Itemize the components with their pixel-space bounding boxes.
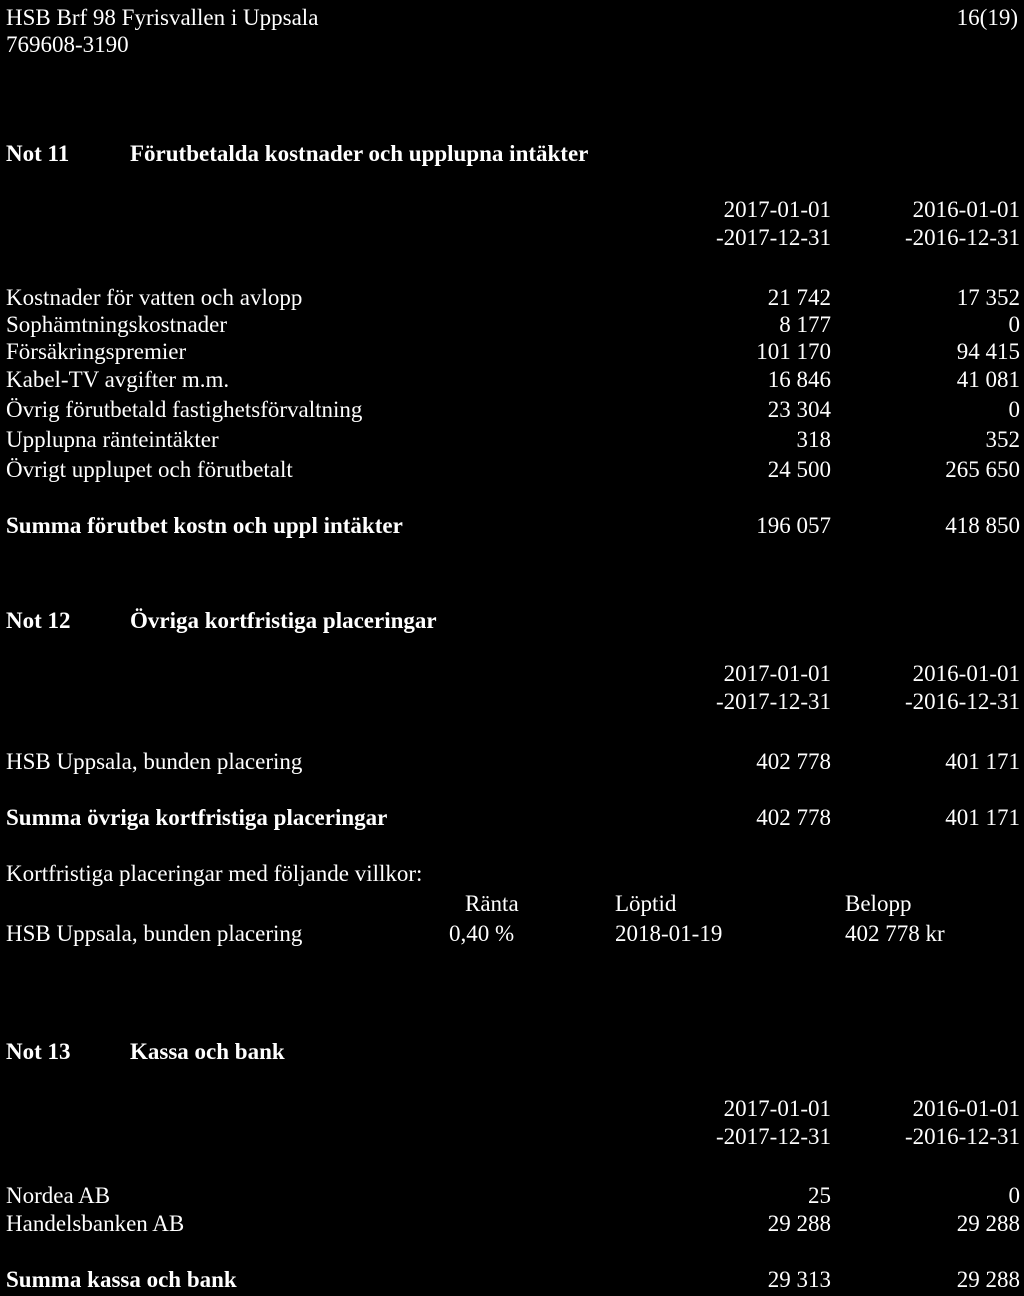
- note-13-period-2016-end: -2016-12-31: [905, 1124, 1020, 1149]
- row-label: Kostnader för vatten och avlopp: [6, 285, 303, 310]
- value-2017: 402 778: [756, 749, 831, 774]
- note-11-title: Förutbetalda kostnader och upplupna intäkter: [130, 141, 589, 166]
- note-13-title: Kassa och bank: [130, 1039, 285, 1064]
- note-13-number: Not 13: [6, 1039, 71, 1064]
- value-2017: 8 177: [779, 312, 831, 337]
- value-2016: 352: [985, 427, 1020, 452]
- row-label: Handelsbanken AB: [6, 1211, 185, 1236]
- total-label: Summa kassa och bank: [6, 1267, 237, 1292]
- row-label: Övrig förutbetald fastighetsförvaltning: [6, 397, 363, 422]
- organization-name: HSB Brf 98 Fyrisvallen i Uppsala: [6, 5, 319, 30]
- note-12-title: Övriga kortfristiga placeringar: [130, 608, 437, 633]
- row-label: Nordea AB: [6, 1183, 111, 1208]
- note-12-number: Not 12: [6, 608, 71, 633]
- total-2016: 401 171: [945, 805, 1020, 830]
- table-row: [0, 368, 1024, 396]
- terms-row-amount: 402 778 kr: [845, 921, 945, 946]
- table-row: [0, 1184, 1024, 1212]
- value-2017: 23 304: [767, 397, 831, 422]
- table-row: [0, 313, 1024, 341]
- row-label: HSB Uppsala, bunden placering: [6, 749, 303, 774]
- value-2016: 401 171: [945, 749, 1020, 774]
- total-2017: 402 778: [756, 805, 831, 830]
- total-2016: 29 288: [956, 1267, 1020, 1292]
- note-12-period-2016-end: -2016-12-31: [905, 689, 1020, 714]
- table-row: [0, 398, 1024, 426]
- terms-column-term: Löptid: [615, 891, 677, 916]
- row-label: Sophämtningskostnader: [6, 312, 228, 337]
- table-row: [0, 340, 1024, 368]
- terms-row-label: HSB Uppsala, bunden placering: [6, 921, 303, 946]
- value-2017: 101 170: [756, 339, 831, 364]
- total-row: [0, 514, 1024, 542]
- note-13-period-2017-start: 2017-01-01: [723, 1096, 831, 1121]
- value-2017: 24 500: [767, 457, 831, 482]
- table-row: [0, 428, 1024, 456]
- value-2017: 318: [796, 427, 831, 452]
- terms-heading: Kortfristiga placeringar med följande villkor:: [6, 861, 423, 886]
- note-13-period-2016-start: 2016-01-01: [912, 1096, 1020, 1121]
- terms-row-term: 2018-01-19: [615, 921, 723, 946]
- note-11-period-2016-start: 2016-01-01: [912, 197, 1020, 222]
- value-2016: 17 352: [956, 285, 1020, 310]
- row-label: Övrigt upplupet och förutbetalt: [6, 457, 293, 482]
- terms-column-rate: Ränta: [465, 891, 519, 916]
- table-row: [0, 1212, 1024, 1240]
- value-2017: 16 846: [767, 367, 831, 392]
- total-2017: 196 057: [756, 513, 831, 538]
- table-row: [0, 750, 1024, 778]
- note-12-period-2017-start: 2017-01-01: [723, 661, 831, 686]
- organization-number: 769608-3190: [6, 32, 129, 57]
- total-label: Summa övriga kortfristiga placeringar: [6, 805, 388, 830]
- total-2017: 29 313: [767, 1267, 831, 1292]
- value-2016: 0: [1008, 312, 1020, 337]
- row-label: Upplupna ränteintäkter: [6, 427, 219, 452]
- note-11-period-2017-end: -2017-12-31: [716, 225, 831, 250]
- table-row: [0, 286, 1024, 314]
- value-2016: 41 081: [956, 367, 1020, 392]
- table-row: [0, 458, 1024, 486]
- note-11-period-2017-start: 2017-01-01: [723, 197, 831, 222]
- value-2016: 0: [1008, 397, 1020, 422]
- value-2017: 29 288: [767, 1211, 831, 1236]
- total-row: [0, 806, 1024, 834]
- total-row: [0, 1268, 1024, 1296]
- value-2017: 21 742: [767, 285, 831, 310]
- value-2016: 265 650: [945, 457, 1020, 482]
- value-2016: 94 415: [956, 339, 1020, 364]
- value-2016: 0: [1008, 1183, 1020, 1208]
- terms-row-rate: 0,40 %: [449, 921, 515, 946]
- value-2017: 25: [808, 1183, 831, 1208]
- note-11-number: Not 11: [6, 141, 70, 166]
- row-label: Kabel-TV avgifter m.m.: [6, 367, 230, 392]
- note-12-period-2016-start: 2016-01-01: [912, 661, 1020, 686]
- total-label: Summa förutbet kostn och uppl intäkter: [6, 513, 403, 538]
- row-label: Försäkringspremier: [6, 339, 187, 364]
- note-12-period-2017-end: -2017-12-31: [716, 689, 831, 714]
- value-2016: 29 288: [956, 1211, 1020, 1236]
- note-11-period-2016-end: -2016-12-31: [905, 225, 1020, 250]
- page-number: 16(19): [956, 5, 1018, 30]
- total-2016: 418 850: [945, 513, 1020, 538]
- note-13-period-2017-end: -2017-12-31: [716, 1124, 831, 1149]
- terms-column-amount: Belopp: [845, 891, 912, 916]
